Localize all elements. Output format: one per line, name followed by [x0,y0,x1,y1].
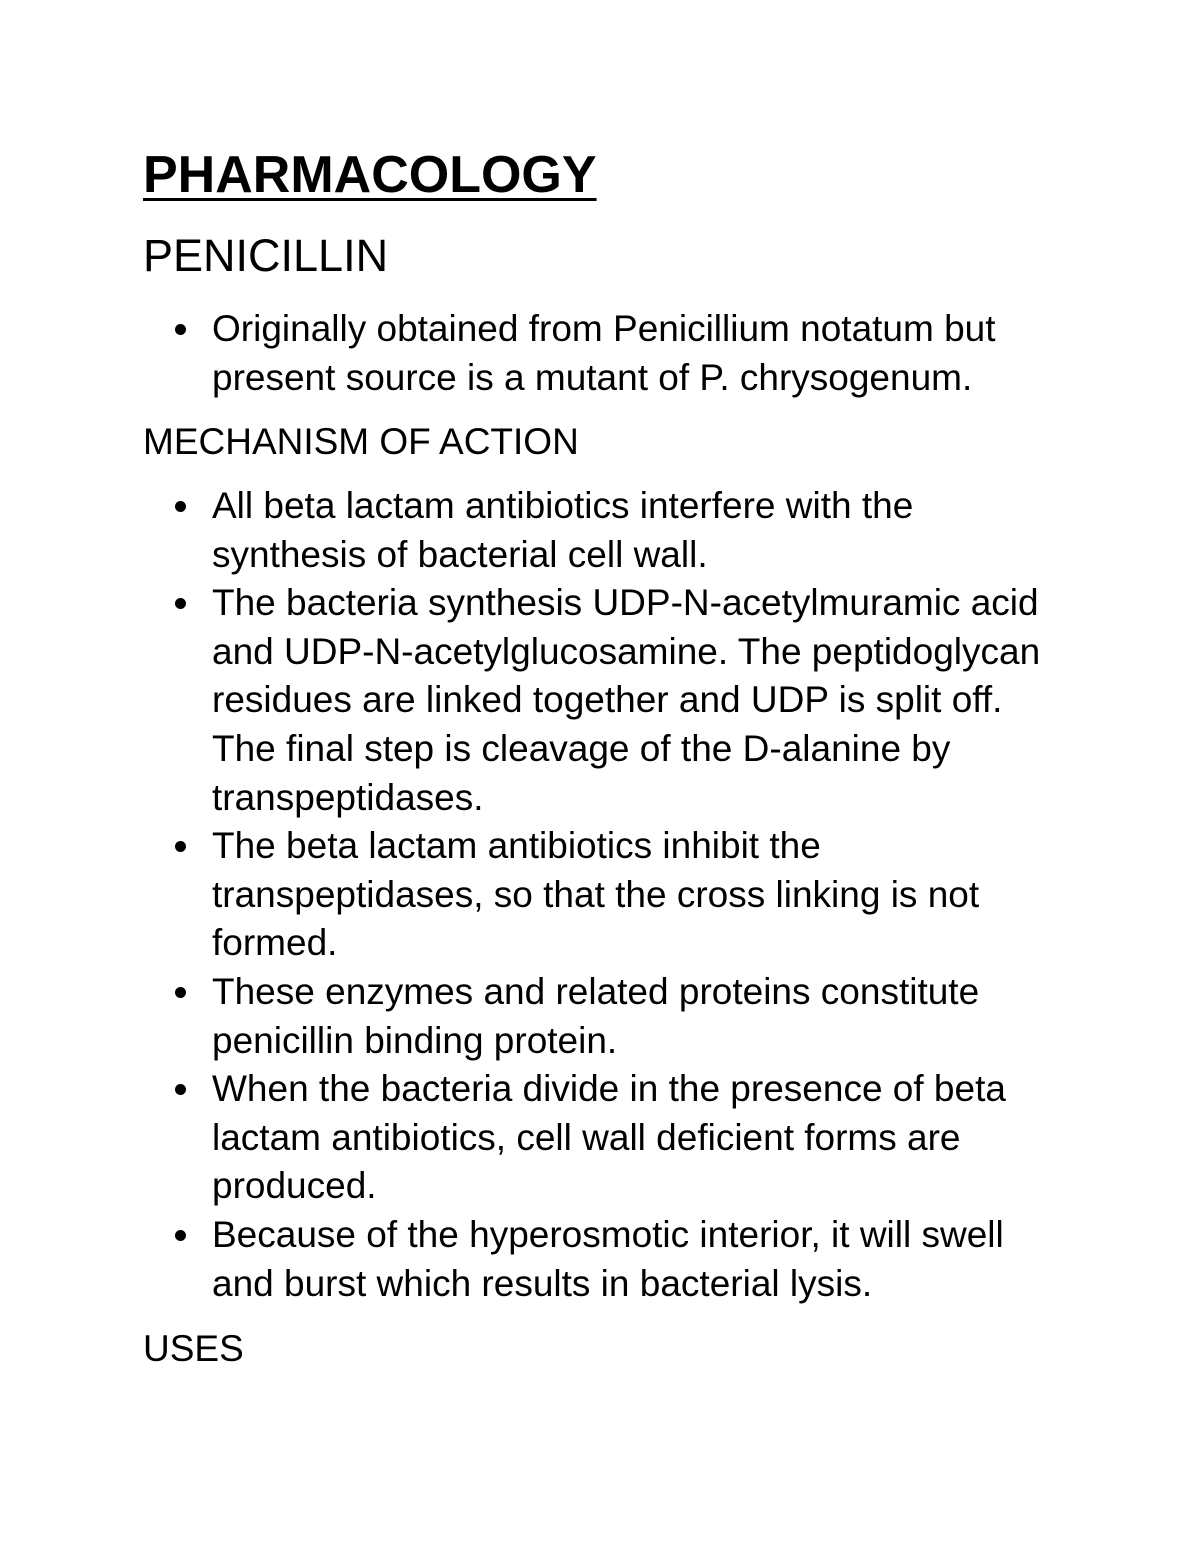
bullet-icon [175,841,186,852]
list-item-text: When the bacteria divide in the presence of beta lactam antibiotics, cell wall deficient forms are produced. [212,1068,1006,1207]
list-item-text: Because of the hyperosmotic interior, it will swell and burst which results in bacterial lysis. [212,1213,1004,1304]
bullet-icon [175,987,186,998]
bullet-icon [175,598,186,609]
list-item [143,1211,1073,1308]
list-item-text: The bacteria synthesis UDP-N-acetylmuramic acid and UDP-N-acetylglucosamine. The peptidoglycan residues are linked together and UDP is split off. The final step is cleavage of the D-alanine by transpeptidases. [212,582,1041,818]
list-item-text: Originally obtained from Penicillium notatum but present source is a mutant of P. chrysogenum. [212,308,996,398]
list-item [143,305,1073,402]
bullet-icon [175,1230,186,1241]
list-item [143,1065,1073,1211]
list-item [143,822,1073,968]
bullet-icon [175,324,186,335]
penicillin-bullet-list [143,305,1073,402]
section-heading-penicillin: PENICILLIN [143,230,389,281]
mechanism-bullet-list [143,482,1073,1308]
list-item [143,968,1073,1065]
list-item [143,482,1073,579]
section-heading-uses: USES [143,1328,244,1369]
document-title: PHARMACOLOGY [143,146,597,204]
list-item-text: The beta lactam antibiotics inhibit the transpeptidases, so that the cross linking is not formed. [212,825,980,964]
bullet-icon [175,1084,186,1095]
bullet-icon [175,501,186,512]
list-item-text: All beta lactam antibiotics interfere with the synthesis of bacterial cell wall. [212,485,914,575]
list-item-text: These enzymes and related proteins constitute penicillin binding protein. [212,970,980,1061]
section-heading-mechanism: MECHANISM OF ACTION [143,421,579,462]
list-item [143,579,1073,822]
